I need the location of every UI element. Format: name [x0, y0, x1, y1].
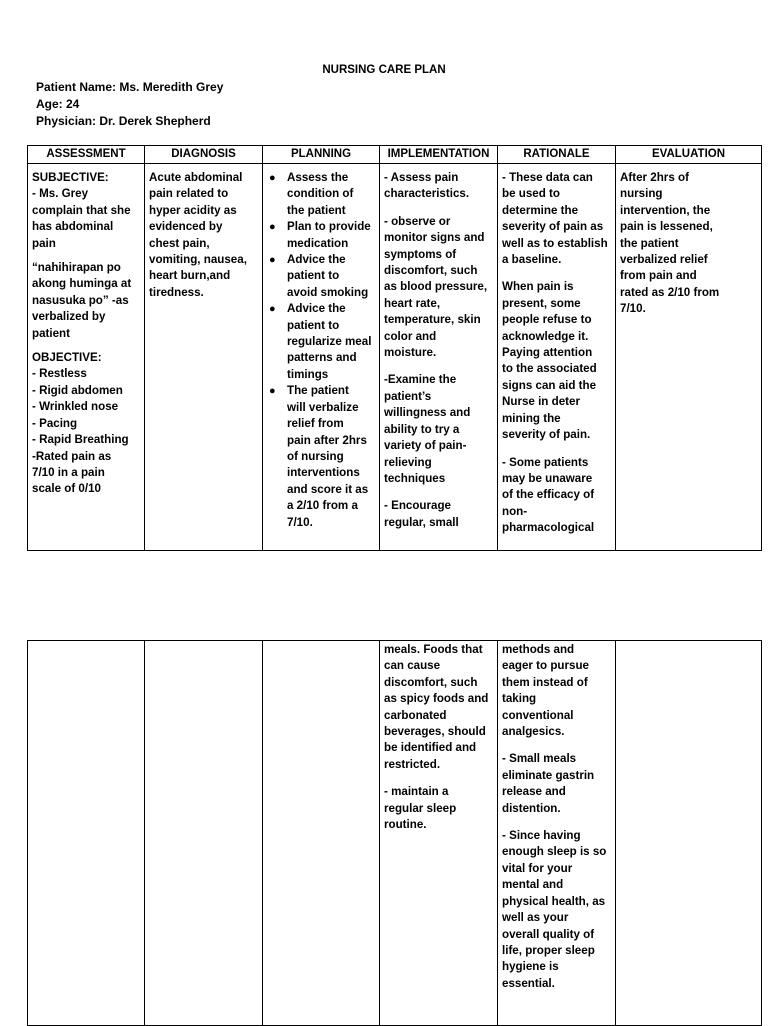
patient-quote [32, 260, 140, 342]
rationale-paragraph-line: severity of pain. [502, 428, 591, 442]
evaluation-line: nursing [620, 187, 663, 201]
rationale-paragraph-line: Paying attention [502, 346, 593, 360]
subjective-line: - Ms. Grey [32, 187, 89, 201]
implementation-paragraph [384, 170, 493, 203]
header-assessment: ASSESSMENT [28, 146, 145, 164]
implementation-paragraph-line: carbonated [384, 708, 447, 722]
implementation-paragraph-line: - Encourage [384, 499, 451, 513]
diagnosis-line: heart burn,and [149, 269, 231, 283]
subjective-heading: SUBJECTIVE: [32, 171, 109, 184]
header-rationale: RATIONALE [498, 146, 616, 164]
content-row [28, 164, 762, 551]
rationale-text-cont [498, 641, 615, 1005]
objective-item: 7/10 in a pain [32, 465, 105, 479]
rationale-paragraph-line: non- [502, 504, 528, 518]
rationale-paragraph [502, 642, 611, 740]
implementation-paragraph-line: techniques [384, 471, 446, 485]
rationale-paragraph-line: - Some patients [502, 455, 589, 469]
objective-item: -Rated pain as [32, 449, 112, 463]
implementation-cell-cont [380, 641, 498, 1026]
diagnosis-line: hyper acidity as [149, 203, 237, 217]
implementation-paragraph [384, 372, 493, 487]
rationale-paragraph [502, 828, 611, 992]
implementation-paragraph-line: restricted. [384, 757, 441, 771]
rationale-paragraph-line: people refuse to [502, 313, 592, 327]
planning-cell-cont [263, 641, 380, 1026]
physician-name: Physician: Dr. Derek Shepherd [36, 114, 211, 128]
patient-name: Patient Name: Ms. Meredith Grey [36, 80, 224, 94]
header-diagnosis: DIAGNOSIS [145, 146, 263, 164]
planning-item [267, 383, 375, 531]
diagnosis-line: tiredness. [149, 285, 204, 299]
rationale-paragraph-line: may be unaware [502, 471, 593, 485]
care-plan-table-page-1 [27, 145, 762, 551]
quote-line: nasusuka po” -as [32, 293, 129, 307]
implementation-paragraph [384, 642, 493, 773]
implementation-paragraph-line: temperature, skin [384, 313, 481, 327]
rationale-paragraph-line: of the efficacy of [502, 488, 595, 502]
evaluation-cell-cont [616, 641, 762, 1026]
diagnosis-text [145, 164, 262, 303]
implementation-paragraph-line: can cause [384, 659, 441, 673]
planning-item [267, 252, 375, 301]
subjective-text [32, 186, 140, 252]
planning-line: condition of [287, 187, 354, 201]
evaluation-line: pain is lessened, [620, 220, 713, 234]
evaluation-cell [616, 164, 762, 551]
rationale-paragraph-line: acknowledge it. [502, 329, 589, 343]
rationale-paragraph-line: to the associated [502, 362, 597, 376]
implementation-paragraph-line: moisture. [384, 346, 437, 360]
implementation-paragraph-line: ability to try a [384, 422, 460, 436]
evaluation-line: verbalized relief [620, 253, 708, 267]
subjective-line: pain [32, 236, 56, 250]
planning-line: ● Assess the [287, 171, 349, 184]
implementation-paragraph-line: patient’s [384, 389, 432, 403]
planning-list [267, 170, 375, 531]
planning-line: of nursing [287, 449, 344, 463]
implementation-paragraph-line: routine. [384, 818, 427, 832]
rationale-paragraph-line: Nurse in deter [502, 395, 580, 409]
rationale-paragraph-line: enough sleep is so [502, 845, 607, 859]
rationale-paragraph-line: eliminate gastrin [502, 768, 595, 782]
rationale-paragraph-line: taking [502, 692, 537, 706]
rationale-paragraph-line: them instead of [502, 675, 588, 689]
implementation-paragraph [384, 784, 493, 833]
care-plan-table-page-2 [27, 640, 762, 1026]
subjective-line: has abdominal [32, 220, 114, 234]
quote-line: verbalized by [32, 310, 106, 324]
planning-line: patient to [287, 318, 340, 332]
quote-line: “nahihirapan po [32, 261, 121, 275]
quote-line: patient [32, 326, 71, 340]
rationale-paragraph [502, 751, 611, 817]
implementation-paragraph-line: as blood pressure, [384, 280, 488, 294]
planning-item [267, 301, 375, 383]
rationale-paragraph-line: hygiene is [502, 960, 559, 974]
diagnosis-cell-cont [145, 641, 263, 1026]
evaluation-line: After 2hrs of [620, 171, 689, 184]
rationale-paragraph [502, 170, 611, 268]
objective-list [32, 366, 140, 497]
planning-item [267, 170, 375, 219]
objective-item: - Rapid Breathing [32, 433, 129, 447]
implementation-paragraph-line: - observe or [384, 214, 451, 228]
objective-item: scale of 0/10 [32, 482, 101, 496]
implementation-paragraph-line: symptoms of [384, 247, 457, 261]
rationale-paragraph-line: vital for your [502, 861, 573, 875]
planning-line: pain after 2hrs [287, 433, 367, 447]
diagnosis-line: vomiting, nausea, [149, 253, 247, 267]
rationale-paragraph-line: pharmacological [502, 521, 595, 535]
implementation-paragraph-line: monitor signs and [384, 231, 485, 245]
implementation-text [380, 164, 497, 544]
rationale-paragraph-line: distention. [502, 801, 561, 815]
quote-line: akong huminga at [32, 277, 132, 291]
rationale-cell-cont [498, 641, 616, 1026]
objective-heading: OBJECTIVE: [32, 351, 102, 365]
rationale-paragraph-line: conventional [502, 708, 574, 722]
rationale-cell [498, 164, 616, 551]
planning-line: patient to [287, 269, 340, 283]
planning-line: avoid smoking [287, 285, 369, 299]
objective-item: - Rigid abdomen [32, 383, 123, 397]
rationale-paragraph-line: overall quality of [502, 927, 595, 941]
planning-line: medication [287, 236, 349, 250]
header-row [28, 146, 762, 164]
implementation-paragraph [384, 498, 493, 531]
objective-item: - Restless [32, 367, 87, 381]
rationale-paragraph-line: - These data can [502, 171, 593, 184]
implementation-paragraph-line: meals. Foods that [384, 643, 483, 656]
evaluation-line: 7/10. [620, 302, 646, 316]
rationale-paragraph-line: be used to [502, 187, 560, 201]
planning-line: timings [287, 367, 329, 381]
implementation-paragraph-line: - Assess pain [384, 171, 459, 184]
rationale-paragraph-line: essential. [502, 976, 555, 990]
rationale-paragraph-line: mining the [502, 411, 561, 425]
implementation-paragraph-line: heart rate, [384, 296, 441, 310]
planning-line: ● Advice the [287, 253, 346, 267]
implementation-paragraph-line: regular, small [384, 515, 459, 529]
rationale-paragraph-line: a baseline. [502, 253, 562, 267]
planning-line: will verbalize [287, 400, 359, 414]
rationale-paragraph-line: eager to pursue [502, 659, 589, 673]
rationale-paragraph-line: well as your [502, 911, 569, 925]
evaluation-text [616, 164, 761, 320]
rationale-paragraph-line: determine the [502, 203, 579, 217]
rationale-paragraph-line: physical health, as [502, 894, 606, 908]
implementation-paragraph-line: discomfort, such [384, 675, 478, 689]
patient-age: Age: 24 [36, 97, 80, 111]
evaluation-line: from pain and [620, 269, 697, 283]
evaluation-line: intervention, the [620, 203, 711, 217]
subjective-line: complain that she [32, 203, 131, 217]
evaluation-line: rated as 2/10 from [620, 285, 720, 299]
implementation-paragraph-line: - maintain a [384, 785, 449, 799]
implementation-paragraph-line: relieving [384, 455, 432, 469]
rationale-paragraph-line: release and [502, 785, 566, 799]
implementation-paragraph-line: as spicy foods and [384, 692, 489, 706]
planning-line: and score it as [287, 482, 369, 496]
planning-line: ● Advice the [287, 302, 346, 316]
rationale-paragraph-line: life, proper sleep [502, 943, 595, 957]
implementation-paragraph-line: beverages, should [384, 725, 486, 739]
patient-info [36, 79, 223, 130]
implementation-cell [380, 164, 498, 551]
header-implementation: IMPLEMENTATION [380, 146, 498, 164]
planning-cell [263, 164, 380, 551]
assessment-cell [28, 164, 145, 551]
header-planning: PLANNING [263, 146, 380, 164]
diagnosis-line: chest pain, [149, 236, 210, 250]
evaluation-line: the patient [620, 236, 679, 250]
rationale-paragraph [502, 455, 611, 537]
implementation-text-cont [380, 641, 497, 846]
planning-item [267, 219, 375, 252]
planning-line: 7/10. [287, 515, 313, 529]
diagnosis-cell [145, 164, 263, 551]
planning-line: ● Plan to provide [287, 220, 371, 234]
implementation-paragraph-line: be identified and [384, 741, 477, 755]
rationale-paragraph-line: When pain is [502, 280, 574, 294]
planning-line: regularize meal [287, 335, 372, 349]
diagnosis-line: evidenced by [149, 220, 223, 234]
assessment-cell-cont [28, 641, 145, 1026]
implementation-paragraph [384, 214, 493, 362]
planning-line: relief from [287, 417, 344, 431]
rationale-paragraph-line: mental and [502, 878, 564, 892]
planning-line: ● The patient [287, 384, 349, 398]
implementation-paragraph-line: color and [384, 329, 437, 343]
implementation-paragraph-line: regular sleep [384, 801, 457, 815]
rationale-paragraph-line: analgesics. [502, 725, 565, 739]
rationale-paragraph-line: present, some [502, 296, 581, 310]
objective-item: - Wrinkled nose [32, 400, 119, 414]
planning-line: patterns and [287, 351, 357, 365]
rationale-paragraph-line: - Since having [502, 829, 581, 843]
rationale-paragraph-line: methods and [502, 643, 575, 656]
document-title: NURSING CARE PLAN [322, 64, 446, 76]
rationale-paragraph [502, 279, 611, 443]
diagnosis-line: pain related to [149, 187, 229, 201]
continuation-row [28, 641, 762, 1026]
rationale-paragraph-line: severity of pain as [502, 220, 604, 234]
rationale-paragraph-line: signs can aid the [502, 378, 597, 392]
header-evaluation: EVALUATION [616, 146, 762, 164]
planning-line: interventions [287, 466, 360, 480]
implementation-paragraph-line: discomfort, such [384, 264, 478, 278]
rationale-paragraph-line: well as to establish [502, 236, 608, 250]
implementation-paragraph-line: -Examine the [384, 373, 457, 387]
diagnosis-line: Acute abdominal [149, 171, 243, 184]
planning-line: a 2/10 from a [287, 499, 358, 513]
implementation-paragraph-line: willingness and [384, 406, 471, 420]
rationale-text [498, 164, 615, 550]
rationale-paragraph-line: - Small meals [502, 752, 577, 766]
implementation-paragraph-line: characteristics. [384, 187, 470, 201]
implementation-paragraph-line: variety of pain- [384, 439, 467, 453]
objective-item: - Pacing [32, 416, 78, 430]
planning-line: the patient [287, 203, 346, 217]
